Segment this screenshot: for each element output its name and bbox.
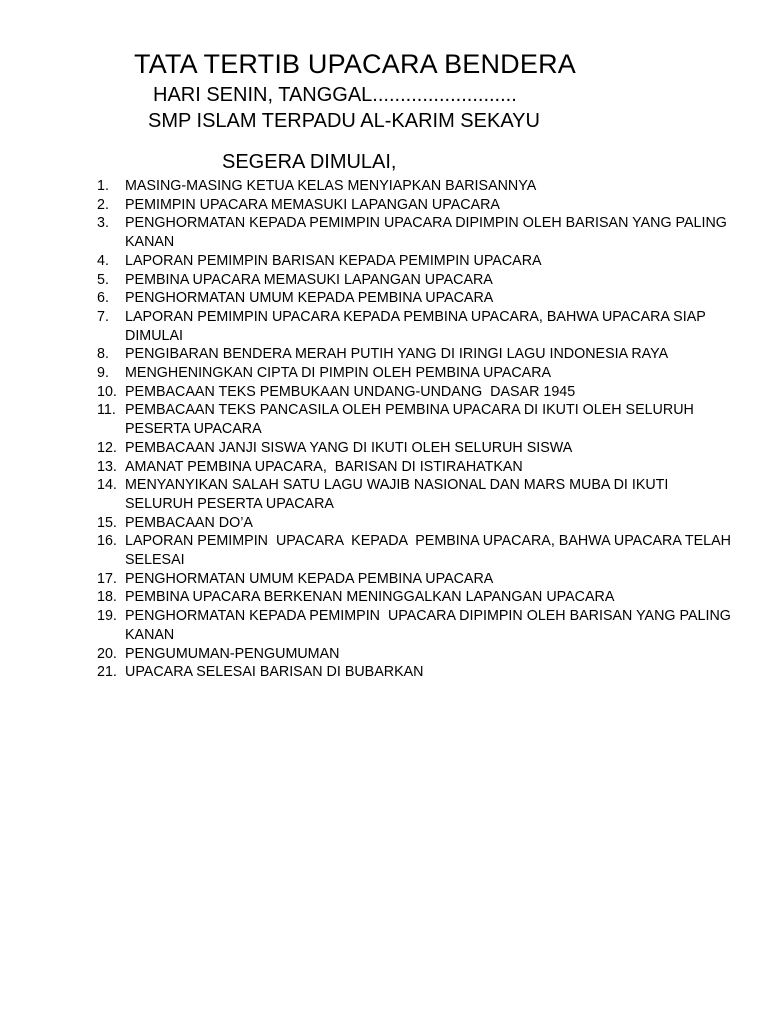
item-text: PEMBACAAN TEKS PEMBUKAAN UNDANG-UNDANG DASAR 1945 [125,383,576,400]
item-text: LAPORAN PEMIMPIN UPACARA KEPADA PEMBINA UPACARA, BAHWA UPACARA SIAP DIMULAI [125,308,710,344]
item-number: 6. [97,290,109,307]
list-item [97,514,737,533]
item-text: PENGIBARAN BENDERA MERAH PUTIH YANG DI IRINGI LAGU INDONESIA RAYA [125,346,669,363]
item-text: PEMIMPIN UPACARA MEMASUKI LAPANGAN UPACARA [125,196,500,213]
list-item [97,289,737,308]
list-item [97,532,737,569]
document-title: TATA TERTIB UPACARA BENDERA [134,49,577,79]
list-item [97,663,737,682]
list-item [97,570,737,589]
item-number: 1. [97,178,109,194]
item-text: MENYANYIKAN SALAH SATU LAGU WAJIB NASIONAL DAN MARS MUBA DI IKUTI SELURUH PESERTA UPACARA [125,477,673,512]
item-text: PENGHORMATAN KEPADA PEMIMPIN UPACARA DIPIMPIN OLEH BARISAN YANG PALING KANAN [125,608,735,643]
item-number: 8. [97,346,109,363]
item-text: AMANAT PEMBINA UPACARA, BARISAN DI ISTIRAHATKAN [125,458,523,475]
item-number: 20. [97,645,117,662]
item-number: 14. [97,477,117,494]
item-number: 15. [97,514,117,531]
item-number: 11. [97,402,116,419]
list-item [97,383,737,402]
item-number: 13. [97,458,117,475]
date-line: HARI SENIN, TANGGAL.......................... [153,84,517,106]
item-number: 12. [97,439,117,456]
list-item [97,271,737,290]
item-number: 10. [97,383,117,400]
item-number: 21. [97,664,117,681]
list-item [97,645,737,664]
item-text: UPACARA SELESAI BARISAN DI BUBARKAN [125,664,424,681]
item-number: 4. [97,252,109,269]
item-number: 7. [97,308,109,325]
item-number: 17. [97,570,117,587]
school-name: SMP ISLAM TERPADU AL-KARIM SEKAYU [148,110,540,132]
item-text: PEMBACAAN TEKS PANCASILA OLEH PEMBINA UPACARA DI IKUTI OLEH SELURUH PESERTA UPACARA [125,402,698,438]
list-item [97,401,737,438]
item-text: LAPORAN PEMIMPIN UPACARA KEPADA PEMBINA UPACARA, BAHWA UPACARA TELAH SELESAI [125,533,735,569]
list-item [97,439,737,458]
item-text: PEMBINA UPACARA MEMASUKI LAPANGAN UPACARA [125,271,493,288]
list-item [97,252,737,271]
rules-list [97,177,737,682]
list-item [97,177,737,196]
list-item [97,476,737,513]
item-text: PENGHORMATAN UMUM KEPADA PEMBINA UPACARA [125,570,494,587]
item-number: 16. [97,533,117,550]
list-item [97,588,737,607]
item-text: PENGHORMATAN UMUM KEPADA PEMBINA UPACARA [125,290,494,307]
item-text: MENGHENINGKAN CIPTA DI PIMPIN OLEH PEMBINA UPACARA [125,365,552,382]
item-number: 3. [97,215,109,232]
item-number: 5. [97,271,109,288]
item-number: 2. [97,196,109,213]
list-item [97,458,737,477]
list-item [97,345,737,364]
item-text: PEMBACAAN JANJI SISWA YANG DI IKUTI OLEH SELURUH SISWA [125,439,573,456]
item-text: PENGUMUMAN-PENGUMUMAN [125,645,340,662]
list-item [97,214,737,251]
item-number: 9. [97,365,109,382]
item-text: PENGHORMATAN KEPADA PEMIMPIN UPACARA DIPIMPIN OLEH BARISAN YANG PALING KANAN [125,215,731,251]
item-text: LAPORAN PEMIMPIN BARISAN KEPADA PEMIMPIN UPACARA [125,252,542,269]
list-item [97,364,737,383]
item-number: 19. [97,608,117,625]
item-text: PEMBACAAN DO’A [125,514,253,531]
list-item [97,196,737,215]
intro-line: SEGERA DIMULAI, [222,151,397,173]
item-number: 18. [97,589,117,606]
item-text: MASING-MASING KETUA KELAS MENYIAPKAN BARISANNYA [125,178,537,194]
list-item [97,308,737,345]
item-text: PEMBINA UPACARA BERKENAN MENINGGALKAN LAPANGAN UPACARA [125,589,615,606]
list-item [97,607,737,644]
